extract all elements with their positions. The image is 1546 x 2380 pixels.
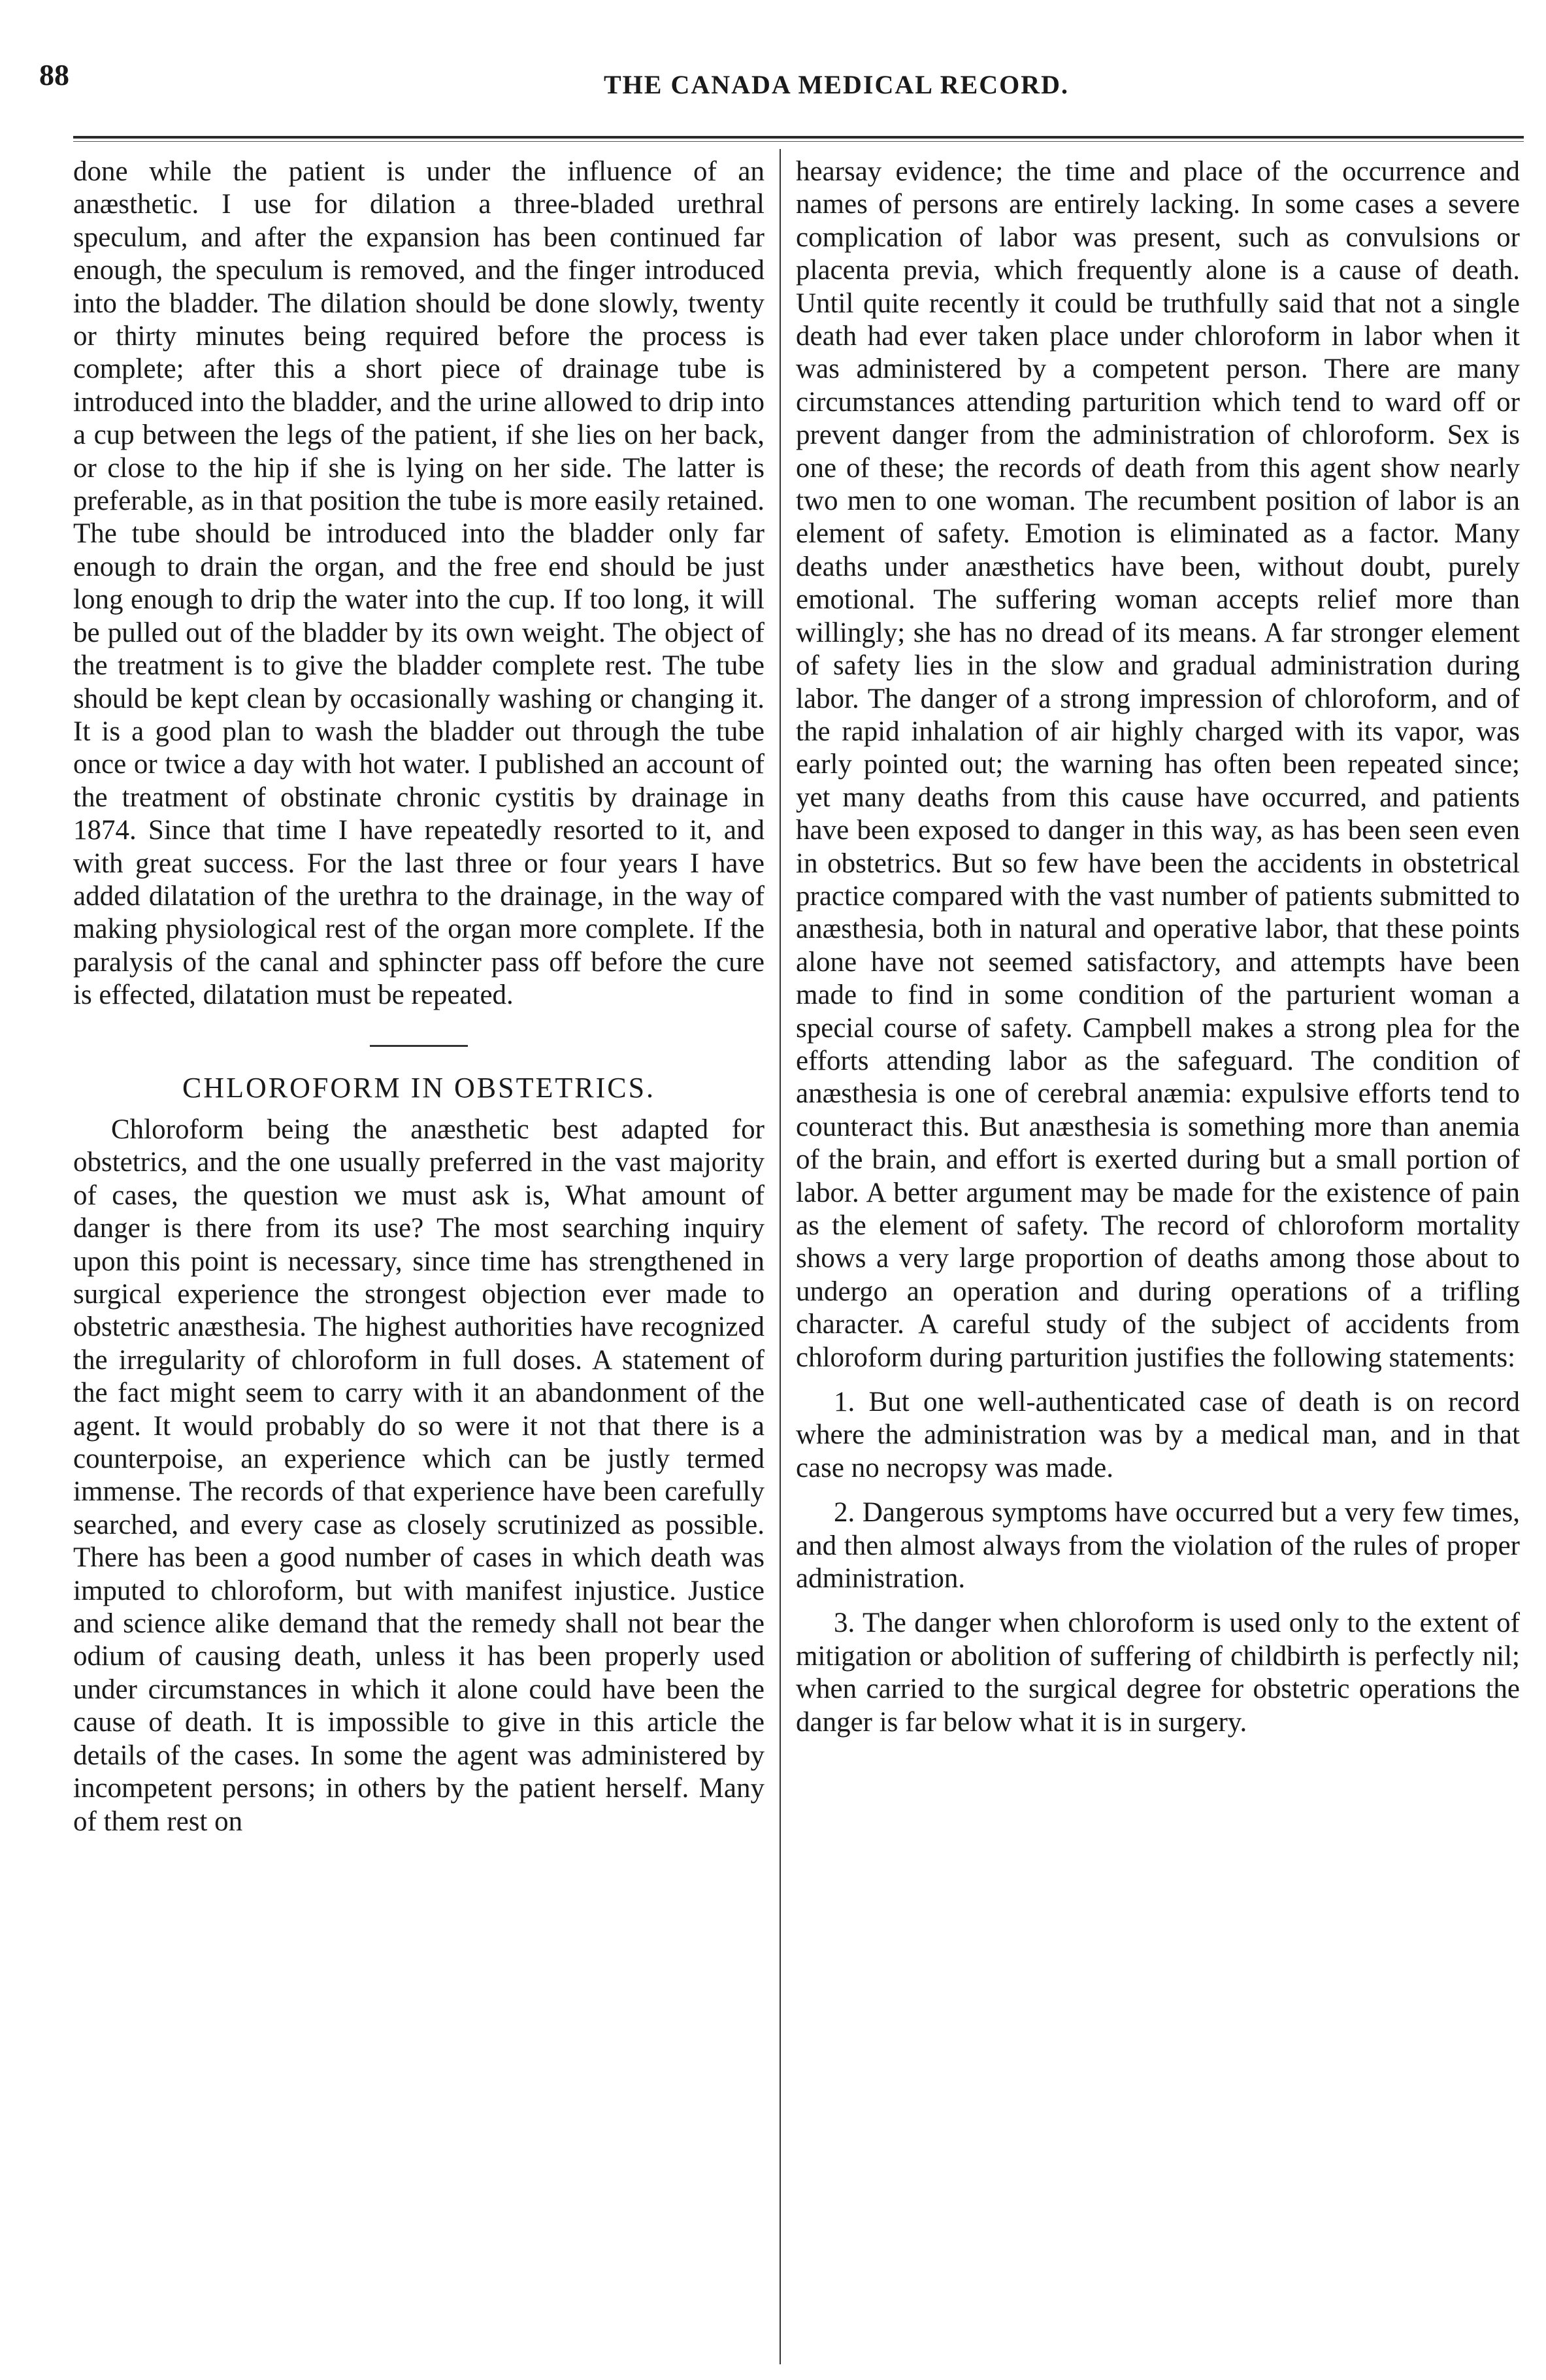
paragraph-chloroform-continued: hearsay evidence; the time and place of the occurrence and names of persons are entirely lacking. In some cases a severe complication of labor was present, such as convulsions or placenta previa, which frequently alone is a cause of death. Until quite recently it could be truthfully said that not a single death had ever taken place under chloroform in labor when it was administered by a competent person. There are many circumstances attending parturition which tend to ward off or prevent danger from the administration of chloroform. Sex is one of these; the records of death from this agent show nearly two men to one woman. The recumbent position of labor is an element of safety. Emotion is eliminated as a factor. Many deaths under anæsthetics have been, without doubt, purely emotional. The suffering woman accepts relief more than willingly; she has no dread of its means. A far stronger element of safety lies in the slow and gradual administration during labor. The danger of a strong impression of chloroform, and of the rapid inhalation of air highly charged with its vapor, was early pointed out; the warning has often been repeated since; yet many deaths from this cause have occurred, and patients have been exposed to danger in this way, as has been seen even in obstetrics. But so few have been the accidents in obstetrical practice compared with the vast number of patients submitted to anæsthesia, both in natural and operative labor, that these points alone have not seemed satisfactory, and attempts have been made to find in some condition of the parturient woman a special course of safety. Campbell makes a strong plea for the efforts attending labor as the safeguard. The condition of anæsthesia is one of cerebral anæmia: expulsive efforts tend to counteract this. But anæsthesia is something more than anemia of the brain, and effort is exerted during but a small portion of labor. A better argument may be made for the existence of pain as the element of safety. The record of chloroform mortality shows a very large proportion of deaths among those about to undergo an operation and during operations of a trifling character. A careful study of the subject of accidents from chloroform during parturition justifies the following statements: [796, 156, 1520, 1373]
left-column [73, 156, 765, 1838]
right-column [796, 156, 1520, 1739]
running-title: THE CANADA MEDICAL RECORD. [603, 70, 1070, 99]
header-rule [73, 136, 1524, 139]
page-number: 88 [39, 58, 69, 91]
section-divider [370, 1045, 468, 1047]
column-divider [780, 149, 781, 2364]
statement-item-1: 1. But one well-authenticated case of death is on record where the administration was by a medical man, and in that case no necropsy was made. [796, 1387, 1520, 1483]
section-title: CHLOROFORM IN OBSTETRICS. [182, 1071, 656, 1104]
paragraph-chloroform-intro: Chloroform being the anæsthetic best adapted for obstetrics, and the one usually preferred in the vast majority of cases, the question we must ask is, What amount of danger is there from its use? The most searching inquiry upon this point is necessary, since time has strengthened in surgical experience the strongest objection ever made to obstetric anæsthesia. The highest authorities have recognized the irregularity of chloroform in full doses. A statement of the fact might seem to carry with it an abandonment of the agent. It would probably do so were it not that there is a counterpoise, an experience which can be justly termed immense. The records of that experience have been carefully searched, and every case as closely scrutinized as possible. There has been a good number of cases in which death was imputed to chloroform, but with manifest injustice. Justice and science alike demand that the remedy shall not bear the odium of causing death, unless it has been properly used under circumstances in which it alone could have been the cause of death. It is impossible to give in this article the details of the cases. In some the agent was administered by incompetent persons; in others by the patient herself. Many of them rest on [73, 1114, 765, 1837]
statement-item-3: 3. The danger when chloroform is used only to the extent of mitigation or abolition of suffering of childbirth is perfectly nil; when carried to the surgical degree for obstetric operations the danger is far below what it is in surgery. [796, 1608, 1520, 1738]
paragraph-cystitis-treatment: done while the patient is under the influence of an anæsthetic. I use for dilation a three-bladed urethral speculum, and after the expansion has been continued far enough, the speculum is removed, and the finger introduced into the bladder. The dilation should be done slowly, twenty or thirty minutes being required before the process is complete; after this a short piece of drainage tube is introduced into the bladder, and the urine allowed to drip into a cup between the legs of the patient, if she lies on her back, or close to the hip if she is lying on her side. The latter is preferable, as in that position the tube is more easily retained. The tube should be introduced into the bladder only far enough to drain the organ, and the free end should be just long enough to drip the water into the cup. If too long, it will be pulled out of the bladder by its own weight. The object of the treatment is to give the bladder complete rest. The tube should be kept clean by occasionally washing or changing it. It is a good plan to wash the bladder out through the tube once or twice a day with hot water. I published an account of the treatment of obstinate chronic cystitis by drainage in 1874. Since that time I have repeatedly resorted to it, and with great success. For the last three or four years I have added dilatation of the urethra to the drainage, in the way of making physiological rest of the organ more complete. If the paralysis of the canal and sphincter pass off before the cure is effected, dilatation must be repeated. [73, 156, 765, 1011]
header-rule-thin [73, 141, 1524, 142]
statement-item-2: 2. Dangerous symptoms have occurred but a very few times, and then almost always from the violation of the rules of proper administration. [796, 1497, 1520, 1595]
